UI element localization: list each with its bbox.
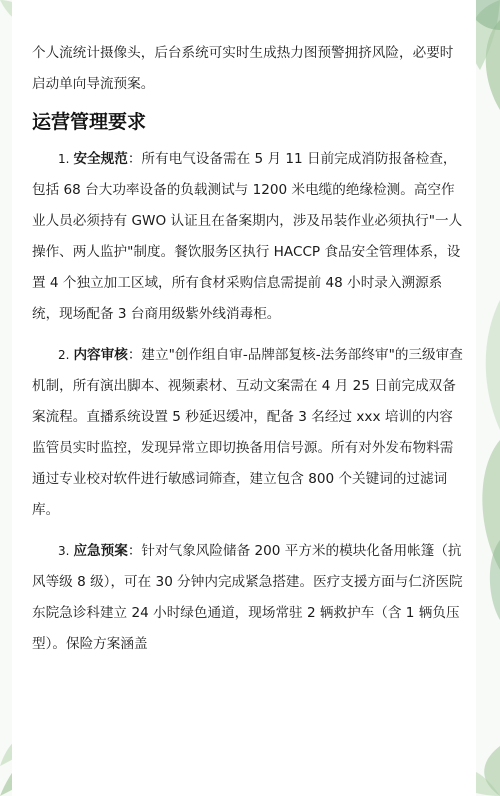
list-item-term: 安全规范 — [73, 151, 128, 167]
list-item-body: 建立"创作组自审-品牌部复核-法务部终审"的三级审查机制，所有演出脚本、视频素材、互动文案需在 4 月 25 日前完成双备案流程。直播系统设置 5 秒延迟缓冲，配备 3 名经过 xxx 培训的内容监管员实时监控，发现异常立即切换备用信号源。所有对外发布物料需通过专业校对软件进行敏感词筛查，建立包含 800 个关键词的过滤词库。 — [32, 347, 463, 518]
list-item-content-review — [32, 340, 464, 526]
list-item-term: 内容审核 — [73, 347, 128, 363]
list-item-body: 所有电气设备需在 5 月 11 日前完成消防报备检查，包括 68 台大功率设备的负载测试与 1200 米电缆的绝缘检测。高空作业人员必须持有 GWO 认证且在备案期内，涉及吊装作业必须执行"一人操作、两人监护"制度。餐饮服务区执行 HACCP 食品安全管理体系，设置 4 个独立加工区域，所有食材采购信息需提前 48 小时录入溯源系统，现场配备 3 台商用级紫外线消毒柜。 — [32, 151, 463, 322]
list-item-body: 针对气象风险储备 200 平方米的模块化备用帐篷（抗风等级 8 级），可在 30 分钟内完成紧急搭建。医疗支援方面与仁济医院东院急诊科建立 24 小时绿色通道，现场常驻 2 辆救护车（含 1 辆负压型）。保险方案涵盖 — [32, 543, 463, 652]
list-item-number: 3. — [58, 544, 70, 558]
intro-paragraph: 个人流统计摄像头，后台系统可实时生成热力图预警拥挤风险，必要时启动单向导流预案。 — [32, 45, 454, 92]
section-title: 运营管理要求 — [32, 111, 147, 133]
document-content — [32, 0, 464, 670]
list-item-safety — [32, 144, 464, 330]
list-item-number: 2. — [58, 348, 70, 362]
list-item-emergency-plan — [32, 536, 464, 660]
list-item-term: 应急预案 — [73, 543, 128, 559]
list-item-number: 1. — [58, 152, 70, 166]
list-item-colon: ： — [127, 151, 142, 167]
document-page — [12, 0, 476, 796]
list-item-colon: ： — [127, 543, 142, 559]
list-item-colon: ： — [127, 347, 142, 363]
